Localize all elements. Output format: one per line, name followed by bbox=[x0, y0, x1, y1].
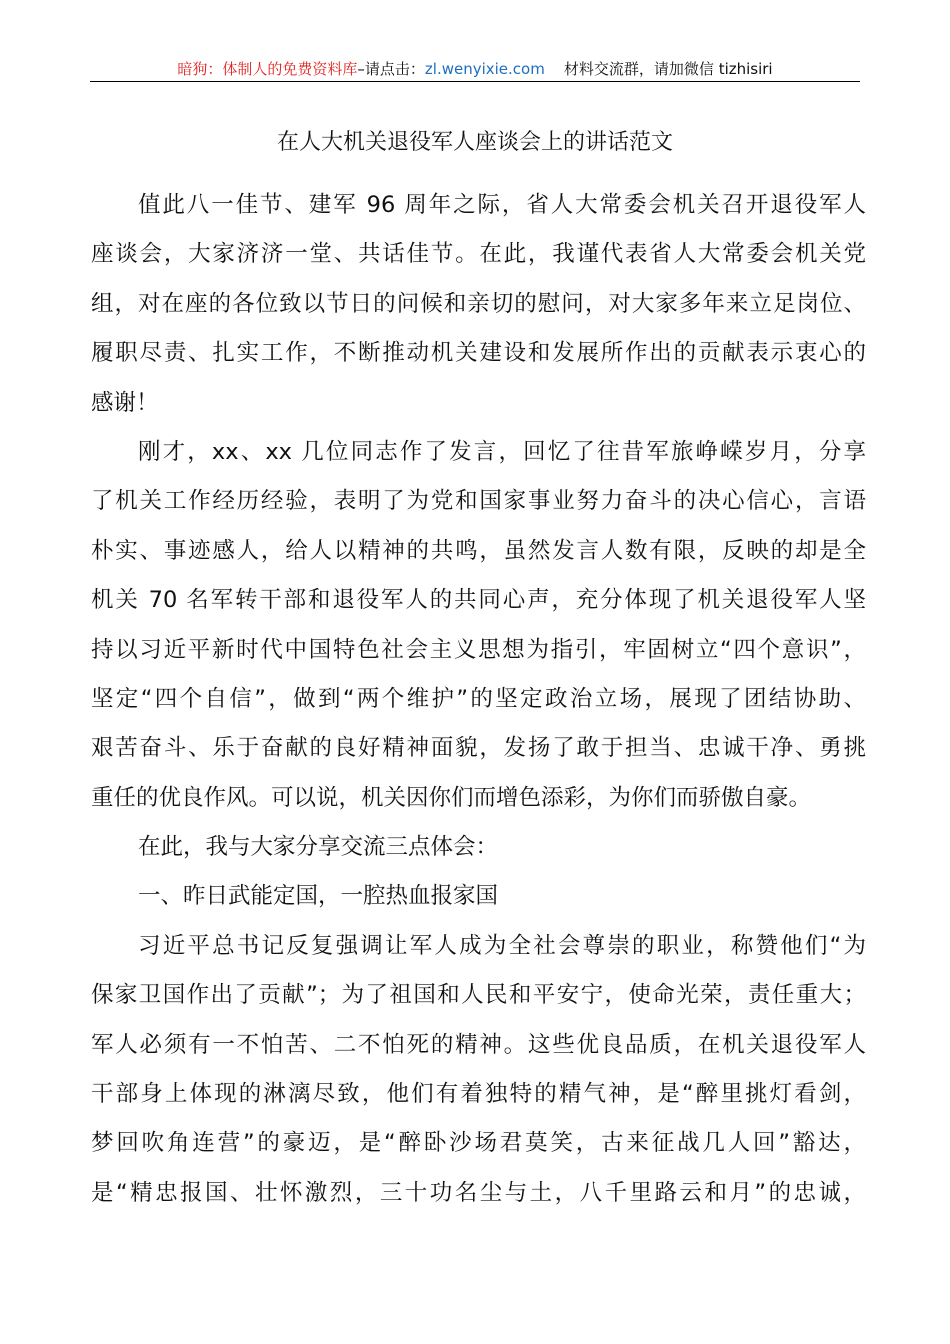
text-line: 坚定“四个自信”，做到“两个维护”的坚定政治立场，展现了团结协助、 bbox=[91, 685, 866, 712]
document-body bbox=[91, 181, 866, 1218]
text-line: 梦回吹角连营”的豪迈，是“醉卧沙场君莫笑，古来征战几人回”豁达， bbox=[91, 1130, 866, 1157]
document-title: 在人大机关退役军人座谈会上的讲话范文 bbox=[276, 130, 673, 155]
text-line: 履职尽责、扎实工作，不断推动机关建设和发展所作出的贡献表示衷心的 bbox=[91, 340, 866, 367]
header-click-prompt: –请点击： bbox=[357, 60, 425, 78]
text-line: 重任的优良作风。可以说，机关因你们而增色添彩，为你们而骄傲自豪。 bbox=[91, 784, 812, 811]
text-line: 值此八一佳节、建军 96 周年之际，省人大常委会机关召开退役军人 bbox=[138, 192, 866, 218]
text-line: 一、昨日武能定国，一腔热血报家国 bbox=[138, 883, 499, 910]
text-line: 了机关工作经历经验，表明了为党和国家事业努力奋斗的决心信心，言语 bbox=[91, 488, 866, 515]
header-divider bbox=[90, 81, 860, 82]
text-line: 组，对在座的各位致以节日的问候和亲切的慰问，对大家多年来立足岗位、 bbox=[91, 290, 866, 317]
text-line: 习近平总书记反复强调让军人成为全社会尊崇的职业，称赞他们“为 bbox=[138, 932, 866, 959]
text-line: 干部身上体现的淋漓尽致，他们有着独特的精气神，是“醉里挑灯看剑， bbox=[91, 1081, 866, 1108]
text-line: 保家卫国作出了贡献”；为了祖国和人民和平安宁，使命光荣，责任重大； bbox=[91, 982, 866, 1009]
header-wechat-note: 材料交流群，请加微信 tizhisiri bbox=[563, 60, 773, 78]
text-line: 刚才，xx、xx 几位同志作了发言，回忆了往昔军旅峥嵘岁月，分享 bbox=[138, 438, 866, 465]
text-line: 在此，我与大家分享交流三点体会： bbox=[138, 834, 499, 861]
text-line: 机关 70 名军转干部和退役军人的共同心声，充分体现了机关退役军人坚 bbox=[91, 587, 866, 614]
header-brand: 暗狗：体制人的免费资料库 bbox=[177, 60, 358, 78]
text-line: 艰苦奋斗、乐于奋献的良好精神面貌，发扬了敢于担当、忠诚干净、勇挑 bbox=[91, 735, 866, 762]
text-line: 座谈会，大家济济一堂、共话佳节。在此，我谨代表省人大常委会机关党 bbox=[91, 241, 866, 268]
text-line: 持以习近平新时代中国特色社会主义思想为指引，牢固树立“四个意识”， bbox=[91, 636, 866, 663]
text-line: 军人必须有一不怕苦、二不怕死的精神。这些优良品质，在机关退役军人 bbox=[91, 1031, 866, 1058]
header-link[interactable]: zl.wenyixie.com bbox=[424, 60, 545, 78]
text-line: 朴实、事迹感人，给人以精神的共鸣，虽然发言人数有限，反映的却是全 bbox=[91, 537, 866, 564]
page-header-banner bbox=[90, 58, 860, 79]
text-line: 是“精忠报国、壮怀激烈，三十功名尘与土，八千里路云和月”的忠诚， bbox=[91, 1179, 866, 1206]
text-line: 感谢！ bbox=[91, 389, 159, 416]
